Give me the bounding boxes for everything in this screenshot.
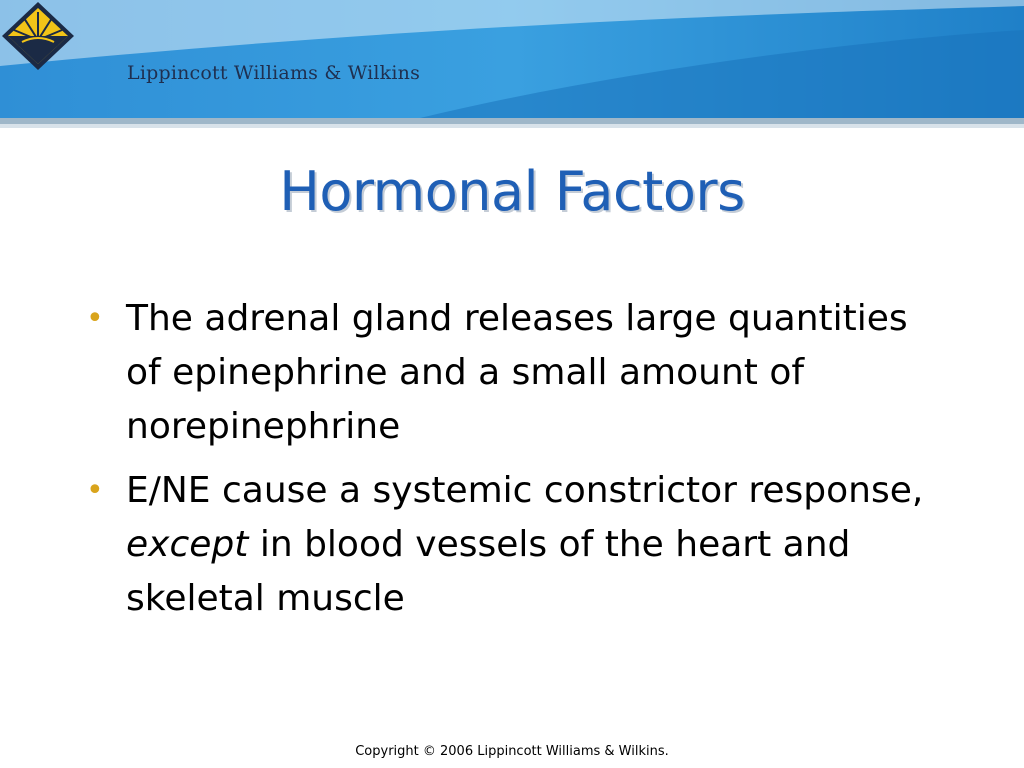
bullet-text: The adrenal gland releases large quantities of epinephrine and a small amount of norepinephrine — [126, 298, 908, 447]
bullet-text-part: E/NE cause a systemic constrictor response, — [126, 470, 924, 511]
copyright-footer: Copyright © 2006 Lippincott Williams & Wilkins. — [355, 744, 669, 759]
bullet-text-part: in blood vessels of the heart and skeletal muscle — [126, 524, 851, 619]
slide-title: Hormonal Factors — [279, 160, 745, 223]
bullet-list — [86, 292, 946, 636]
sunburst-diamond-logo-icon — [0, 0, 76, 72]
bullet-item — [86, 464, 946, 626]
publisher-brand: Lippincott Williams & Wilkins — [127, 62, 421, 84]
header-band — [0, 0, 1024, 132]
bullet-dot-icon: • — [86, 301, 104, 336]
bullet-emphasis: except — [126, 524, 249, 565]
bullet-item — [86, 292, 946, 454]
bullet-dot-icon: • — [86, 473, 104, 508]
